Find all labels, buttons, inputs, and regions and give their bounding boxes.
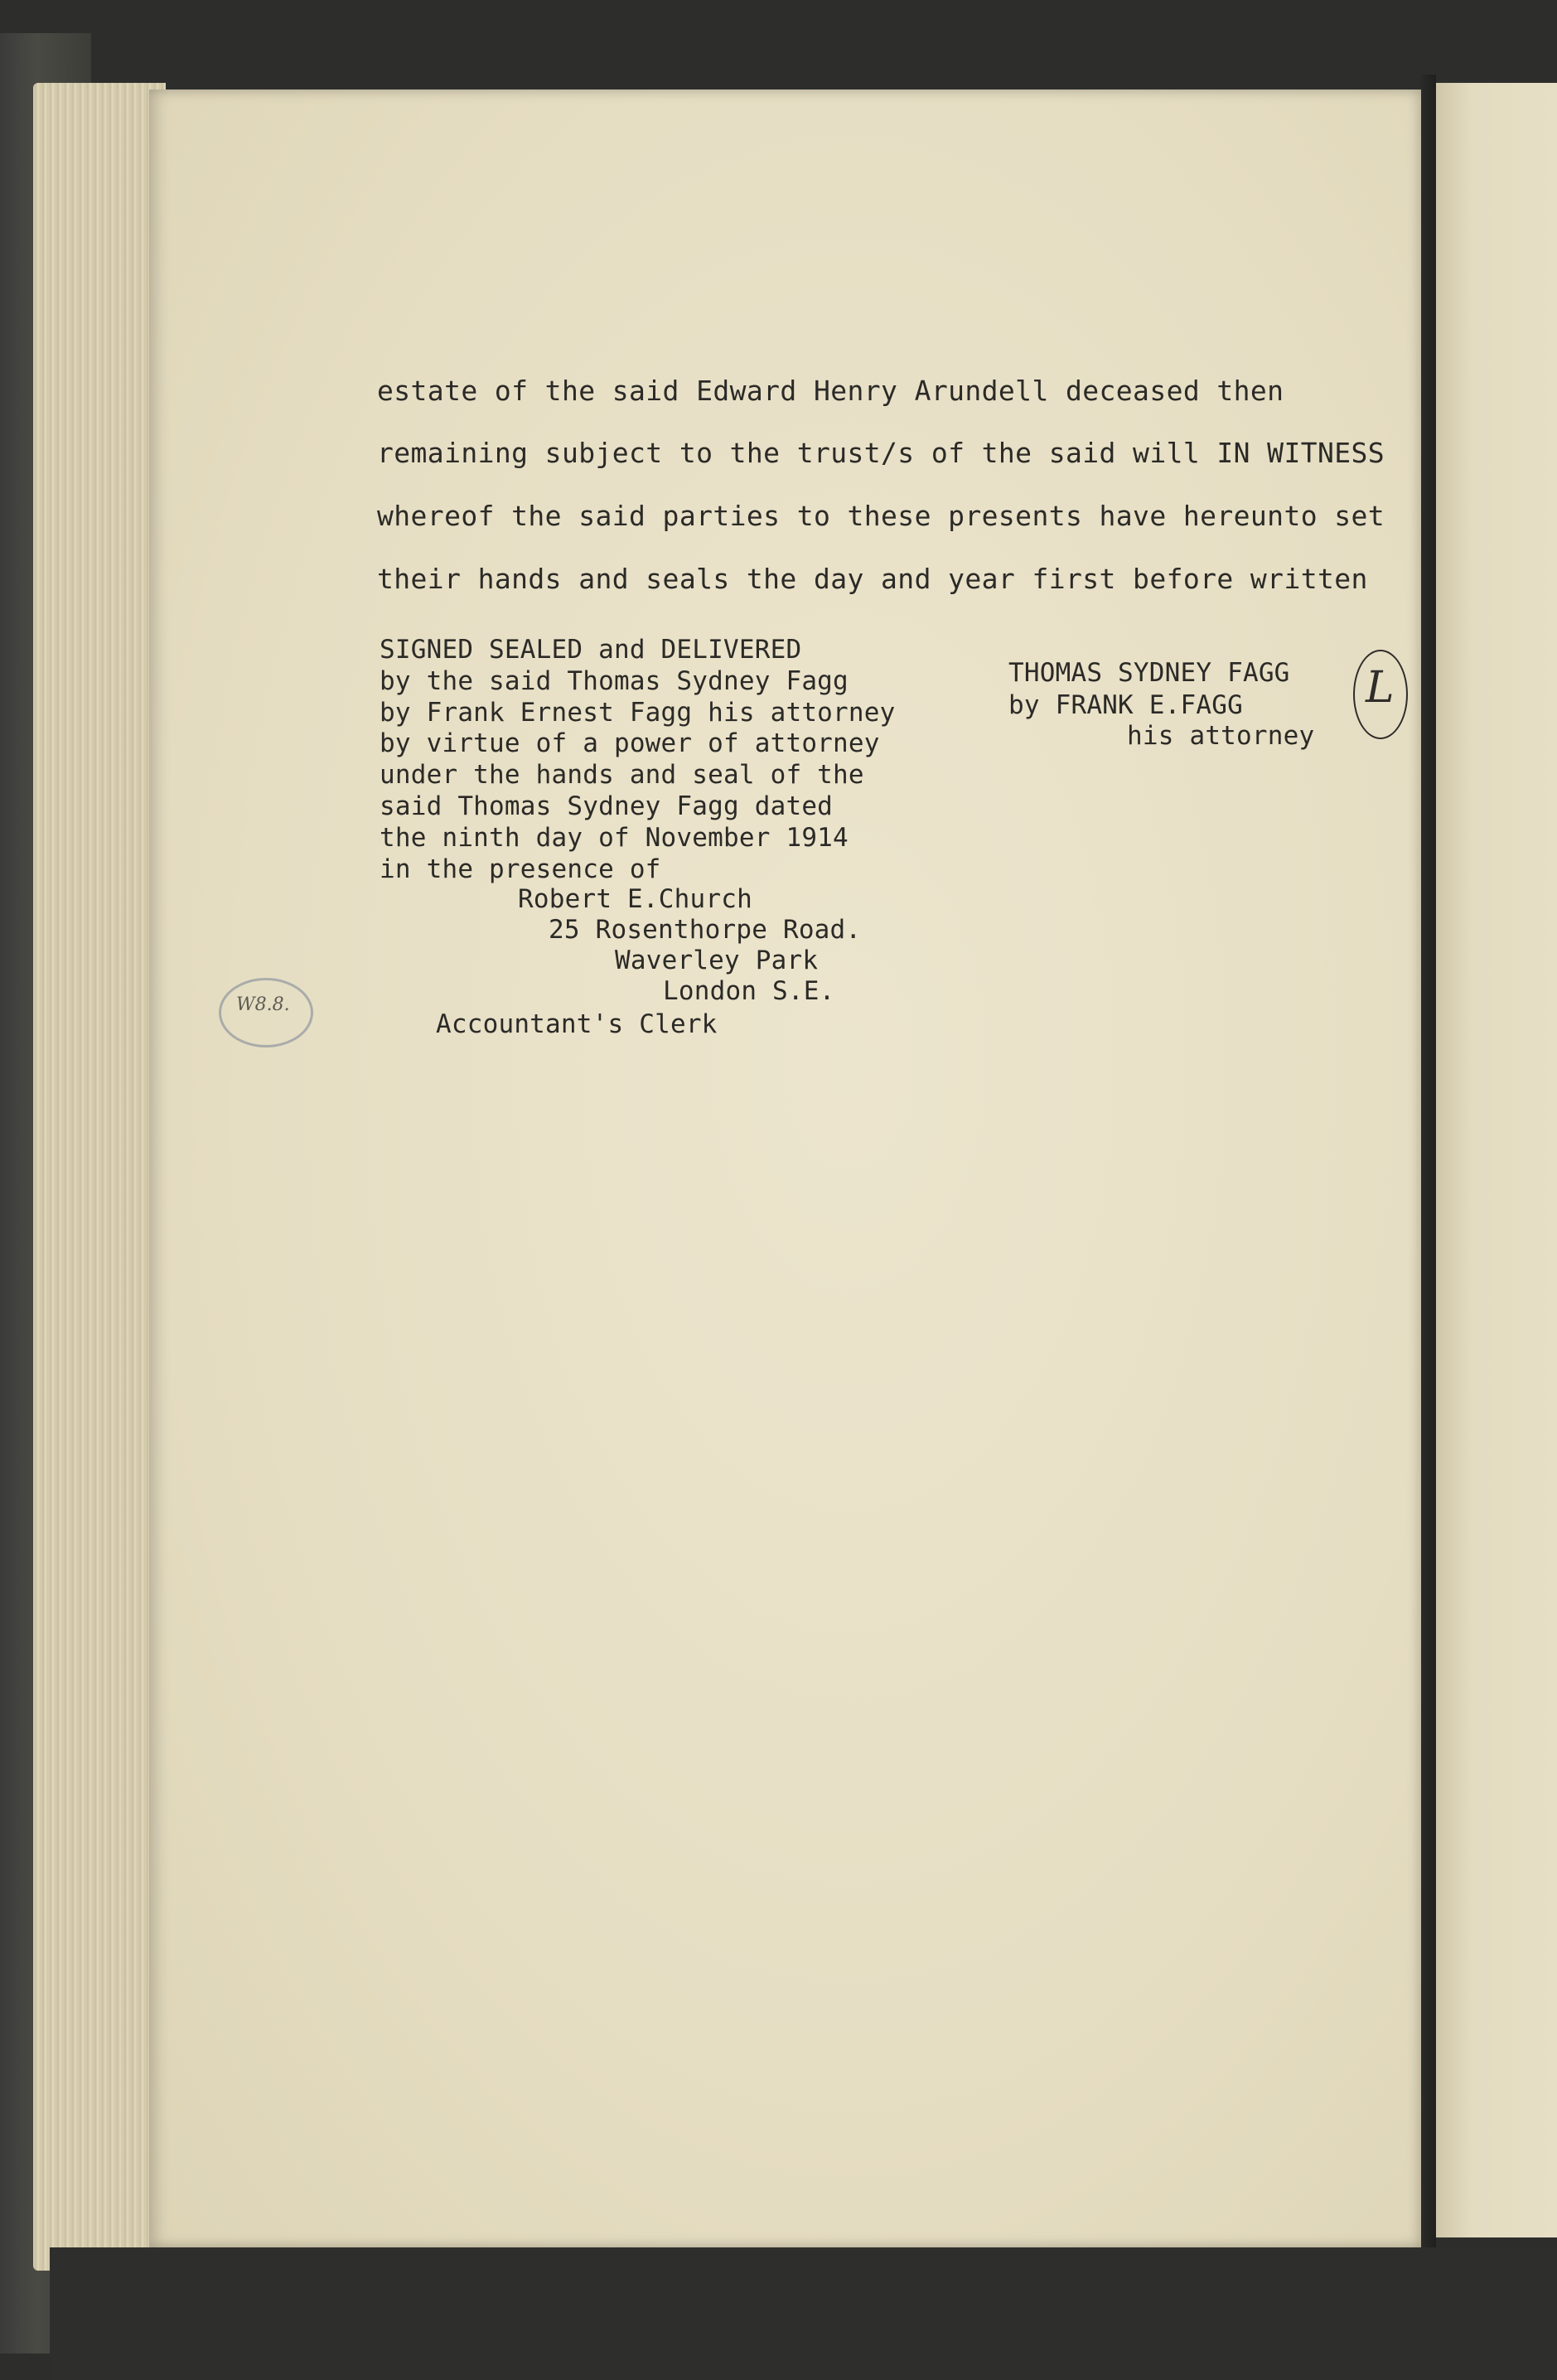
attestation-line: by Frank Ernest Fagg his attorney: [380, 698, 896, 728]
book-gutter: [1421, 75, 1436, 2254]
attestation-line: said Thomas Sydney Fagg dated: [380, 791, 834, 821]
registry-stamp: [219, 978, 313, 1047]
signatory-capacity: his attorney: [1127, 721, 1315, 751]
body-line: their hands and seals the day and year first before written: [377, 563, 1368, 595]
body-line: remaining subject to the trust/s of the said will IN WITNESS: [377, 437, 1385, 469]
folio-mark: L: [1366, 663, 1395, 713]
facing-page-edge: [1436, 83, 1557, 2237]
attestation-line: by the said Thomas Sydney Fagg: [380, 666, 849, 696]
attestation-line: under the hands and seal of the: [380, 760, 864, 790]
document-page: [149, 89, 1421, 2247]
witness-address-line: London S.E.: [663, 976, 835, 1006]
attestation-line: SIGNED SEALED and DELIVERED: [380, 635, 802, 665]
page-stack-edge: [33, 83, 166, 2271]
book-bottom-edge: [50, 2247, 1557, 2380]
attestation-line: in the presence of: [380, 854, 661, 884]
witness-occupation: Accountant's Clerk: [436, 1009, 718, 1039]
body-line: whereof the said parties to these presents have hereunto set: [377, 500, 1385, 532]
witness-address-line: Waverley Park: [615, 946, 819, 975]
witness-name: Robert E.Church: [518, 884, 752, 914]
signatory-attorney: by FRANK E.FAGG: [1008, 690, 1243, 720]
witness-address-line: 25 Rosenthorpe Road.: [549, 915, 862, 945]
attestation-line: the ninth day of November 1914: [380, 823, 849, 853]
stamp-handwriting: W8.8.: [236, 994, 290, 1015]
attestation-line: by virtue of a power of attorney: [380, 728, 880, 758]
body-line: estate of the said Edward Henry Arundell deceased then: [377, 375, 1284, 407]
signatory-name: THOMAS SYDNEY FAGG: [1008, 658, 1290, 688]
